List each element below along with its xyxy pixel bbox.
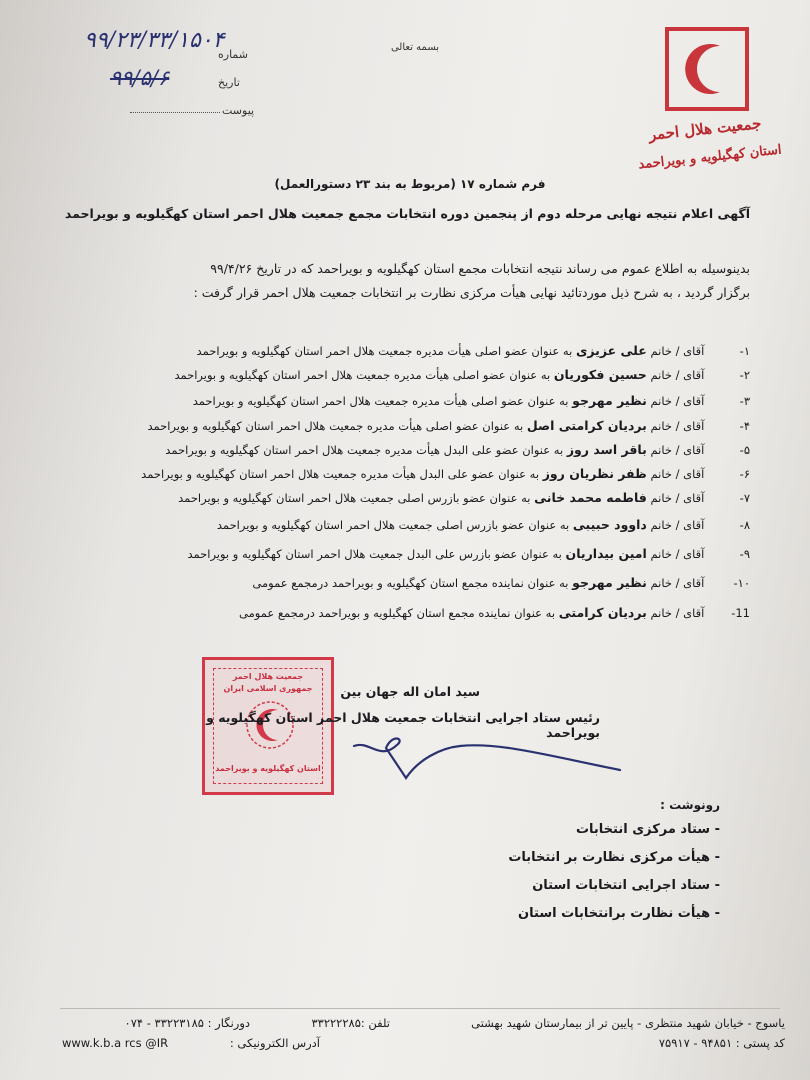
footer-email-label: آدرس الکترونیکی : [229, 1036, 320, 1050]
letter-number-label: شماره [218, 48, 249, 61]
list-item: ۷- آقای / خانم فاطمه محمد خانی به عنوان عضو بازرس اصلی جمعیت هلال احمر استان کهگیلویه و بویراحمد [178, 490, 750, 505]
cc-item: - هیأت مرکزی نظارت بر انتخابات [508, 850, 720, 865]
list-item: ۱- آقای / خانم علی عزیزی به عنوان عضو اصلی هیأت مدیره جمعیت هلال احمر استان کهگیلویه و بویراحمد [196, 343, 750, 358]
cc-item: - ستاد اجرایی انتخابات استان [532, 878, 720, 893]
list-item: ۶- آقای / خانم ظفر نظریان روز به عنوان عضو علی البدل هیأت مدیره جمعیت هلال احمر استان کهگیلویه و بویراحمد [141, 466, 750, 481]
cc-title: رونوشت : [660, 798, 720, 812]
footer-website: www.k.b.a rcs @IR [62, 1036, 169, 1050]
bismillah: بسمه تعالی [390, 42, 440, 53]
footer-fax: دورنگار : ۳۳۲۲۳۱۸۵ - ۰۷۴ [124, 1016, 250, 1030]
intro-line-2: برگزار گردید ، به شرح ذیل موردتائید نهایی هیأت مرکزی نظارت بر انتخابات جمعیت هلال احمر قرار گرفت : [193, 285, 750, 300]
footer-address: یاسوج - خیابان شهید منتظری - پایین تر از بیمارستان شهید بهشتی [471, 1016, 785, 1030]
list-item: ۳- آقای / خانم نظیر مهرجو به عنوان عضو اصلی هیأت مدیره جمعیت هلال احمر استان کهگیلویه و بویراحمد [192, 393, 750, 408]
letter-date-value: ۹۹/۵/۶ [110, 66, 170, 90]
signatory-name: سید امان اله جهان بین [340, 684, 480, 699]
handwritten-signature [340, 726, 630, 786]
form-number: فرم شماره ۱۷ (مربوط به بند ۲۳ دستورالعمل) [274, 177, 546, 191]
list-item: ۱۰- آقای / خانم نظیر مهرجو به عنوان نماینده مجمع استان کهگیلویه و بویراحمد درمجمع عمومی [252, 575, 750, 590]
list-item: ۸- آقای / خانم داوود حبیبی به عنوان عضو بازرس اصلی جمعیت هلال احمر استان کهگیلویه و بویراحمد [216, 517, 750, 532]
stamp-line-1: جمعیت هلال احمر [232, 672, 304, 681]
attachment-label: پیوست [222, 104, 255, 117]
footer-divider [60, 1008, 780, 1009]
intro-line-1: بدینوسیله به اطلاع عموم می رساند نتیجه انتخابات مجمع استان کهگیلویه و بویراحمد که در تاریخ ۹۹/۴/۲۶ [210, 261, 750, 276]
red-crescent-logo-icon [664, 26, 750, 112]
letter-date-label: تاریخ [218, 76, 240, 89]
signatory-position: رئیس ستاد اجرایی انتخابات جمعیت هلال احمر استان کهگیلویه و بویراحمد [206, 710, 600, 740]
org-name-line2: استان کهگیلویه و بویراحمد [637, 142, 783, 173]
list-item: ۵- آقای / خانم باقر اسد روز به عنوان عضو علی البدل هیأت مدیره جمعیت هلال احمر استان کهگیلویه و بویراحمد [165, 442, 750, 457]
letter-number-value: ۹۹/۲۳/۳۳/۱۵۰۴ [84, 28, 225, 53]
stamp-line-3: استان کهگیلویه و بویراحمد [215, 764, 321, 773]
announcement-title: آگهی اعلام نتیجه نهایی مرحله دوم از پنجمین دوره انتخابات مجمع جمعیت هلال احمر استان کهگیلویه و بویراحمد [64, 206, 750, 221]
list-item: ۹- آقای / خانم امین بیداریان به عنوان عضو بازرس علی البدل جمعیت هلال احمر استان کهگیلویه و بویراحمد [187, 546, 750, 561]
list-item: ۴- آقای / خانم بردیان کرامتی اصل به عنوان عضو اصلی هیأت مدیره جمعیت هلال احمر استان کهگیلویه و بویراحمد [147, 418, 750, 433]
footer-postal-code: کد پستی : ۹۴۸۵۱ - ۷۵۹۱۷ [658, 1036, 785, 1050]
list-item: ۲- آقای / خانم حسین فکوریان به عنوان عضو اصلی هیأت مدیره جمعیت هلال احمر استان کهگیلویه و بویراحمد [174, 367, 750, 382]
stamp-line-2: جمهوری اسلامی ایران [223, 684, 313, 693]
list-item: 11- آقای / خانم بردیان کرامتی به عنوان نماینده مجمع استان کهگیلویه و بویراحمد درمجمع عمومی [239, 605, 750, 620]
cc-item: - هیأت نظارت برانتخابات استان [518, 906, 720, 921]
footer-phone: تلفن :۳۳۲۲۲۲۸۵ [311, 1016, 390, 1030]
attachment-dotted-line [130, 112, 220, 113]
cc-item: - ستاد مرکزی انتخابات [575, 822, 720, 837]
org-name-line1: جمعیت هلال احمر [647, 114, 763, 144]
